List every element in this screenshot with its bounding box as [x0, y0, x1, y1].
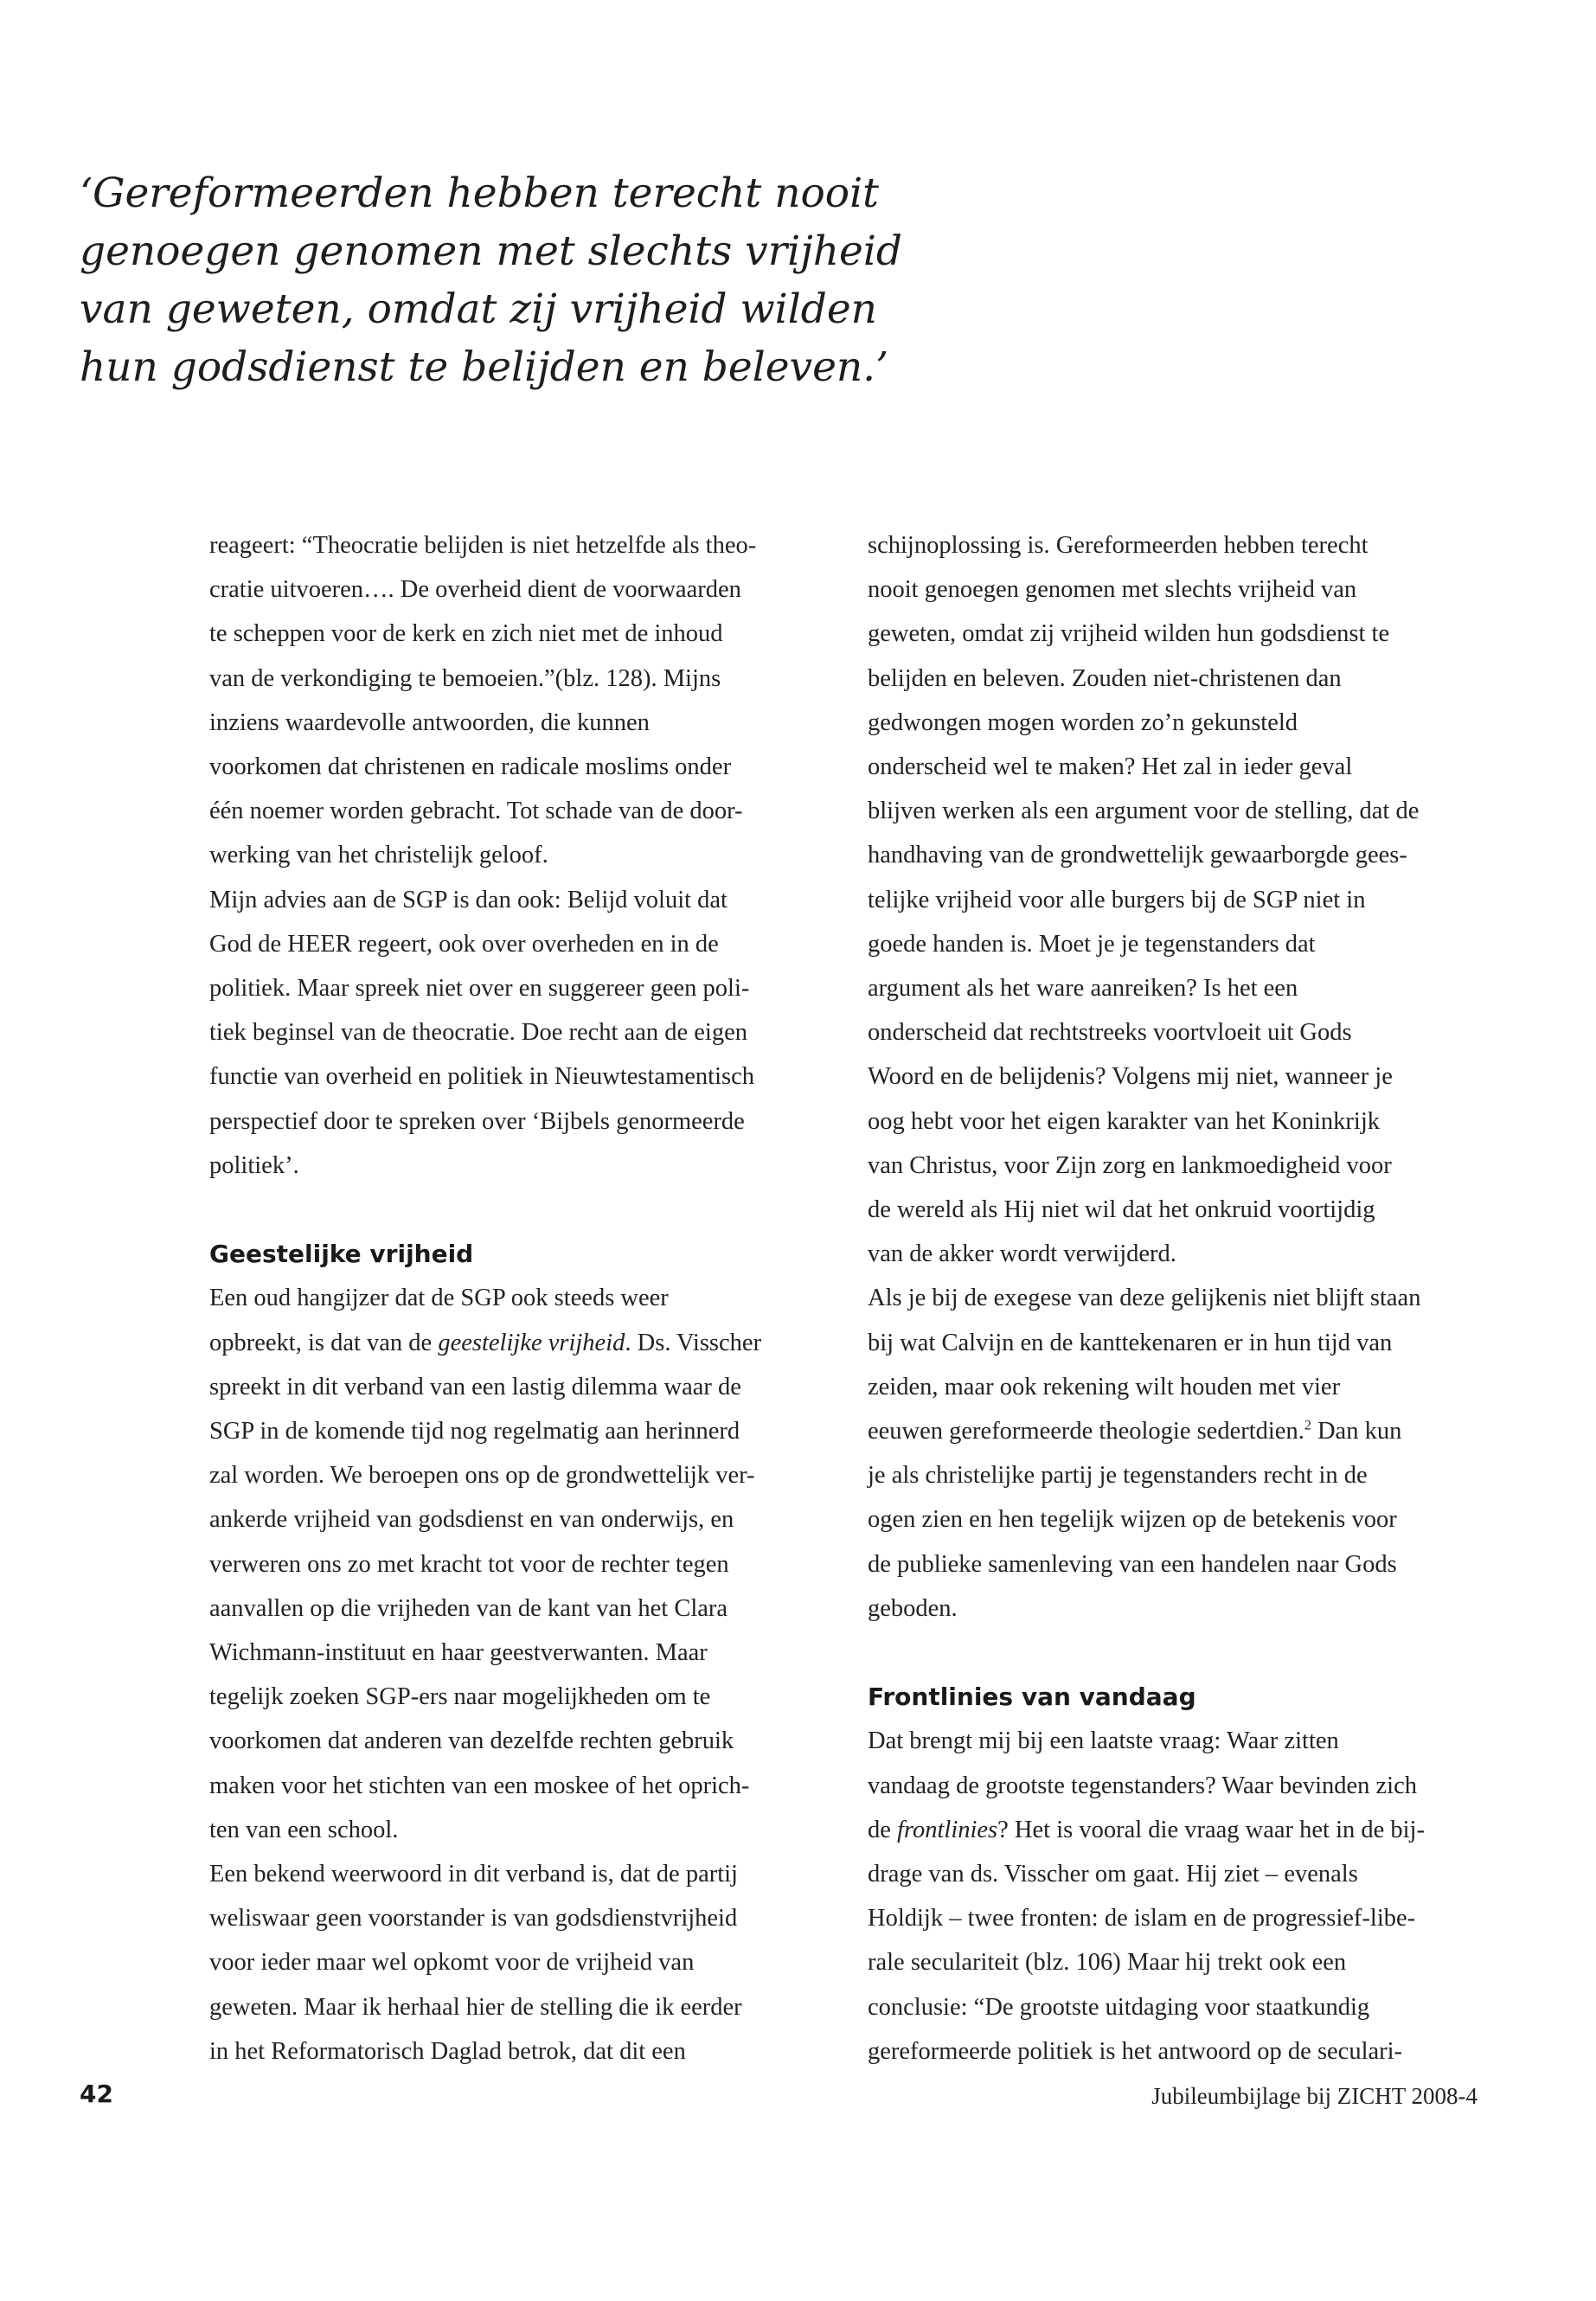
text-line: belijden en beleven. Zouden niet-christenen dan [868, 664, 1342, 692]
left-column [209, 523, 862, 2073]
text-line: perspectief door te spreken over ‘Bijbels genormeerde [209, 1107, 745, 1135]
pull-quote-line: genoegen genomen met slechts vrijheid [80, 228, 902, 275]
text-line: van Christus, voor Zijn zorg en lankmoedigheid voor [868, 1151, 1392, 1179]
text-line: argument als het ware aanreiken? Is het een [868, 975, 1298, 1003]
paragraph [868, 1719, 1521, 2073]
text-line: Mijn advies aan de SGP is dan ook: Belijd voluit dat [209, 886, 727, 913]
paragraph [209, 523, 862, 878]
text-line: nooit genoegen genomen met slechts vrijheid van [868, 576, 1357, 604]
text-line: Dat brengt mij bij een laatste vraag: Waar zitten [868, 1727, 1339, 1755]
text-line: zal worden. We beroepen ons op de grondwettelijk ver- [209, 1462, 755, 1490]
text-line: werking van het christelijk geloof. [209, 842, 548, 869]
text-line: Woord en de belijdenis? Volgens mij niet, wanneer je [868, 1063, 1393, 1091]
spacer [209, 1188, 862, 1232]
text-line: ankerde vrijheid van godsdienst en van onderwijs, en [209, 1506, 734, 1534]
text-line: cratie uitvoeren…. De overheid dient de voorwaarden [209, 576, 741, 604]
text-line: rale seculariteit (blz. 106) Maar hij trekt ook een [868, 1949, 1347, 1977]
text-line [868, 1808, 1521, 1852]
text-line: tegelijk zoeken SGP-ers naar mogelijkheden om te [209, 1683, 711, 1711]
text-fragment: opbreekt, is dat van de [209, 1329, 439, 1356]
italic-term: geestelijke vrijheid [438, 1329, 625, 1356]
text-line: onderscheid dat rechtstreeks voortvloeit uit Gods [868, 1019, 1352, 1047]
pull-quote-line: ‘Gereformeerden hebben terecht nooit [80, 170, 879, 217]
text-line: blijven werken als een argument voor de stelling, dat de [868, 798, 1420, 825]
publication-footer: Jubileumbijlage bij ZICHT 2008-4 [1151, 2083, 1477, 2109]
text-line: verweren ons zo met kracht tot voor de rechter tegen [209, 1550, 729, 1578]
text-line: je als christelijke partij je tegenstanders recht in de [868, 1462, 1368, 1490]
paragraph [209, 878, 862, 1188]
text-line: in het Reformatorisch Daglad betrok, dat dit een [209, 2037, 686, 2065]
paragraph [868, 1276, 1521, 1631]
text-line: Een bekend weerwoord in dit verband is, dat de partij [209, 1861, 738, 1888]
text-line: Holdijk – twee fronten: de islam en de progressief-libe- [868, 1905, 1416, 1932]
text-line: van de akker wordt verwijderd. [868, 1240, 1176, 1268]
text-line [868, 1409, 1521, 1453]
text-line: handhaving van de grondwettelijk gewaarborgde gees- [868, 842, 1407, 869]
text-line: weliswaar geen voorstander is van godsdienstvrijheid [209, 1905, 738, 1932]
text-line: schijnoplossing is. Gereformeerden hebben terecht [868, 532, 1368, 559]
text-line: functie van overheid en politiek in Nieuwtestamentisch [209, 1063, 754, 1091]
page-number: 42 [80, 2080, 113, 2108]
section-heading: Frontlinies van vandaag [868, 1682, 1196, 1712]
text-fragment: . Ds. Visscher [625, 1329, 762, 1356]
text-line: de publieke samenleving van een handelen naar Gods [868, 1550, 1397, 1578]
section-heading: Geestelijke vrijheid [209, 1240, 474, 1269]
text-line: geweten. Maar ik herhaal hier de stelling die ik eerder [209, 1993, 742, 2021]
text-line: voorkomen dat anderen van dezelfde rechten gebruik [209, 1727, 734, 1755]
text-line: gereformeerde politiek is het antwoord op de seculari- [868, 2037, 1403, 2065]
text-line: ten van een school. [209, 1816, 399, 1843]
text-line: Wichmann-instituut en haar geestverwanten. Maar [209, 1639, 708, 1667]
text-line: goede handen is. Moet je je tegenstanders dat [868, 930, 1316, 958]
text-line: geweten, omdat zij vrijheid wilden hun godsdienst te [868, 620, 1390, 648]
text-line [209, 1321, 862, 1365]
text-line: één noemer worden gebracht. Tot schade van de door- [209, 798, 743, 825]
text-line: reageert: “Theocratie belijden is niet hetzelfde als theo- [209, 532, 757, 559]
text-line: spreekt in dit verband van een lastig dilemma waar de [209, 1373, 741, 1400]
text-line: inziens waardevolle antwoorden, die kunnen [209, 708, 650, 736]
spacer [868, 1631, 1521, 1675]
text-line: aanvallen op die vrijheden van de kant van het Clara [209, 1594, 728, 1622]
right-column [868, 523, 1521, 2073]
text-line: vandaag de grootste tegenstanders? Waar bevinden zich [868, 1772, 1418, 1799]
paragraph [209, 1276, 862, 1852]
text-line: gedwongen mogen worden zo’n gekunsteld [868, 708, 1298, 736]
text-line: conclusie: “De grootste uitdaging voor staatkundig [868, 1993, 1370, 2021]
text-line: God de HEER regeert, ook over overheden en in de [209, 930, 719, 958]
text-line: politiek’. [209, 1151, 299, 1179]
text-line: zeiden, maar ook rekening wilt houden met vier [868, 1373, 1341, 1400]
text-fragment: de [868, 1816, 898, 1843]
text-line: te scheppen voor de kerk en zich niet met de inhoud [209, 620, 723, 648]
text-line: oog hebt voor het eigen karakter van het Koninkrijk [868, 1107, 1380, 1135]
text-line: drage van ds. Visscher om gaat. Hij ziet – evenals [868, 1861, 1358, 1888]
text-line: van de verkondiging te bemoeien.”(blz. 128). Mijns [209, 664, 721, 692]
italic-term: frontlinies [897, 1816, 998, 1843]
text-fragment: eeuwen gereformeerde theologie sedertdien. [868, 1418, 1304, 1445]
text-line: onderscheid wel te maken? Het zal in ieder geval [868, 753, 1353, 781]
pull-quote-line: van geweten, omdat zij vrijheid wilden [80, 285, 877, 333]
text-line: voor ieder maar wel opkomt voor de vrijheid van [209, 1949, 695, 1977]
text-line: bij wat Calvijn en de kanttekenaren er in hun tijd van [868, 1329, 1393, 1356]
text-fragment: ? Het is vooral die vraag waar het in de bij- [997, 1816, 1425, 1843]
text-line: geboden. [868, 1594, 958, 1622]
pull-quote-line: hun godsdienst te belijden en beleven.’ [80, 343, 889, 391]
text-line: SGP in de komende tijd nog regelmatig aan herinnerd [209, 1418, 740, 1445]
paragraph [209, 1852, 862, 2073]
text-fragment: Dan kun [1311, 1418, 1402, 1445]
footnote-marker: 2 [1304, 1418, 1311, 1433]
text-line: maken voor het stichten van een moskee of het oprich- [209, 1772, 750, 1799]
text-line: voorkomen dat christenen en radicale moslims onder [209, 753, 732, 781]
paragraph [868, 523, 1521, 1276]
text-line: ogen zien en hen tegelijk wijzen op de betekenis voor [868, 1506, 1397, 1534]
text-line: tiek beginsel van de theocratie. Doe recht aan de eigen [209, 1019, 747, 1047]
text-line: Als je bij de exegese van deze gelijkenis niet blijft staan [868, 1285, 1421, 1312]
text-line: Een oud hangijzer dat de SGP ook steeds weer [209, 1285, 669, 1312]
text-line: de wereld als Hij niet wil dat het onkruid voortijdig [868, 1196, 1375, 1224]
text-line: politiek. Maar spreek niet over en suggereer geen poli- [209, 975, 750, 1003]
text-line: telijke vrijheid voor alle burgers bij de SGP niet in [868, 886, 1366, 913]
pull-quote [80, 164, 902, 396]
